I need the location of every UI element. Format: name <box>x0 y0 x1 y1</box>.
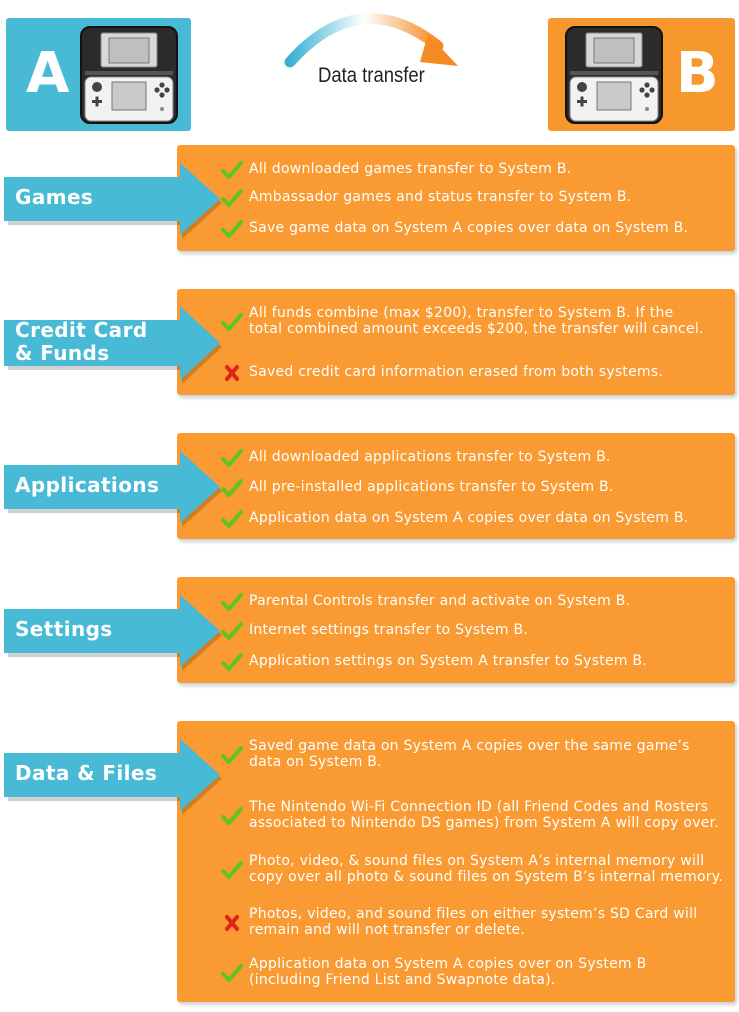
checkmark-icon <box>221 859 243 881</box>
item-text: All downloaded games transfer to System B. <box>249 161 572 177</box>
checkmark-icon <box>221 447 243 469</box>
item-text: All pre-installed applications transfer to System B. <box>249 479 614 495</box>
section-panel <box>177 433 735 539</box>
section-tab <box>4 739 220 811</box>
checkmark-icon <box>221 744 243 766</box>
system-a-label: A <box>26 41 70 106</box>
checkmark-icon <box>221 218 243 240</box>
cross-icon <box>221 912 243 934</box>
checkmark-icon <box>221 962 243 984</box>
checkmark-icon <box>221 159 243 181</box>
item-text: The Nintendo Wi-Fi Connection ID (all Friend Codes and Rosters associated to Nintendo DS games) from System A will copy over. <box>249 799 720 831</box>
item-text: Saved credit card information erased from both systems. <box>249 364 664 380</box>
section-title: Settings <box>15 617 113 641</box>
system-b-label: B <box>676 41 719 106</box>
item-text: Internet settings transfer to System B. <box>249 622 529 638</box>
section-tab <box>4 451 220 523</box>
section-title: Credit Card & Funds <box>15 318 148 365</box>
cross-icon <box>221 362 243 384</box>
item-text: Application data on System A copies over data on System B. <box>249 510 689 526</box>
system-a-box <box>6 18 191 131</box>
section-tab <box>4 595 220 667</box>
item-text: All downloaded applications transfer to System B. <box>249 449 611 465</box>
item-text: Parental Controls transfer and activate on System B. <box>249 593 631 609</box>
section-tab <box>4 163 220 235</box>
checkmark-icon <box>221 187 243 209</box>
handheld-console-icon <box>79 25 179 129</box>
checkmark-icon <box>221 805 243 827</box>
section-title: Games <box>15 185 94 209</box>
checkmark-icon <box>221 311 243 333</box>
section-title: Data & Files <box>15 761 158 785</box>
section-panel <box>177 289 735 395</box>
item-text: Saved game data on System A copies over the same game’s data on System B. <box>249 738 690 770</box>
checkmark-icon <box>221 651 243 673</box>
item-text: Photos, video, and sound files on either system’s SD Card will remain and will not transfer or delete. <box>249 906 698 938</box>
item-text: Application data on System A copies over on System B (including Friend List and Swapnote data). <box>249 956 647 988</box>
section-tab <box>4 306 220 380</box>
section-title: Applications <box>15 473 160 497</box>
item-text: Photo, video, & sound files on System A’s internal memory will copy over all photo & sound files on System B’s internal memory. <box>249 853 724 885</box>
item-text: All funds combine (max $200), transfer to System B. If the total combined amount exceeds $200, the transfer will cancel. <box>249 305 704 337</box>
section-panel <box>177 721 735 1002</box>
item-text: Application settings on System A transfer to System B. <box>249 653 647 669</box>
checkmark-icon <box>221 620 243 642</box>
item-text: Ambassador games and status transfer to System B. <box>249 189 632 205</box>
section-panel <box>177 145 735 251</box>
checkmark-icon <box>221 477 243 499</box>
handheld-console-icon <box>564 25 664 129</box>
section-panel <box>177 577 735 683</box>
system-b-box <box>548 18 735 131</box>
data-transfer-label: Data transfer <box>318 64 425 87</box>
item-text: Save game data on System A copies over data on System B. <box>249 220 689 236</box>
checkmark-icon <box>221 591 243 613</box>
checkmark-icon <box>221 508 243 530</box>
